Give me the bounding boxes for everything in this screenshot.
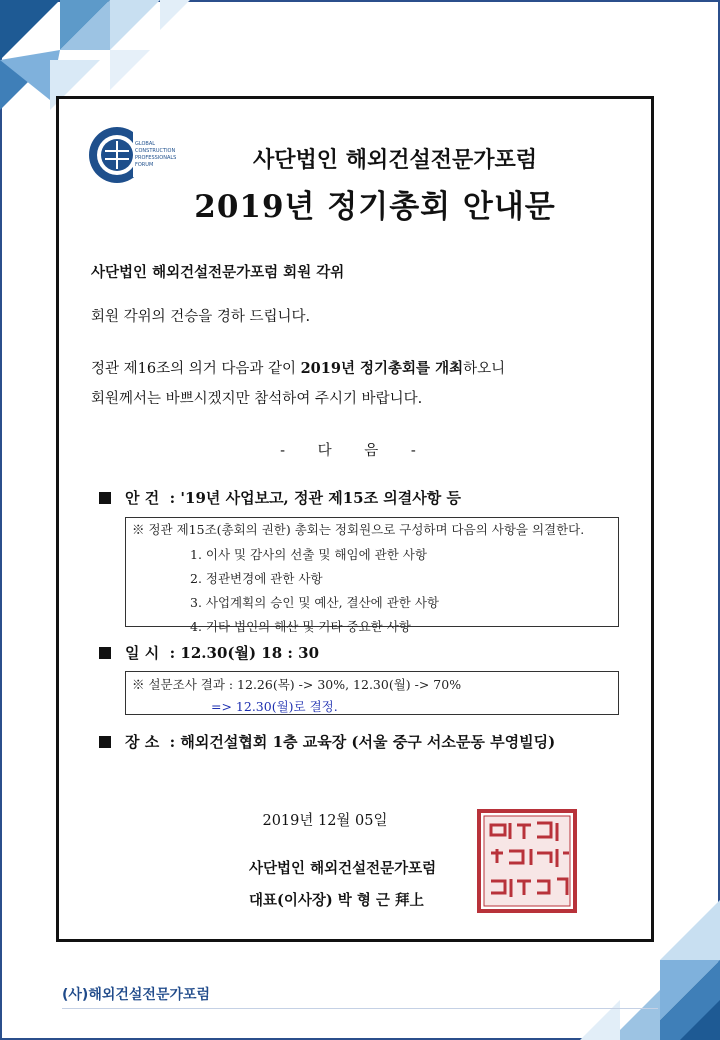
agenda-section bbox=[99, 487, 461, 508]
greeting: 회원 각위의 건승을 경하 드립니다. bbox=[91, 309, 311, 325]
schedule-value: : 12.30(월) 18 : 30 bbox=[169, 644, 320, 662]
issue-date: 2019년 12월 05일 bbox=[262, 813, 388, 829]
schedule-section bbox=[99, 642, 319, 663]
agenda-note: ※ 정관 제15조(총회의 권한) 총회는 정회원으로 구성하며 다음의 사항을 의결한다. bbox=[132, 522, 585, 537]
svg-text:GLOBAL: GLOBAL bbox=[135, 141, 156, 147]
org-title: 사단법인 해외건설전문가포럼 bbox=[253, 147, 537, 173]
list-item: 3. 사업계획의 승인 및 예산, 결산에 관한 사항 bbox=[190, 595, 439, 610]
list-item: 1. 이사 및 감사의 선출 및 해임에 관한 사항 bbox=[190, 547, 427, 562]
venue-label: 장 소 bbox=[125, 733, 160, 751]
official-seal-stamp bbox=[477, 809, 577, 913]
corner-decoration-top-left bbox=[0, 0, 190, 110]
svg-text:FORUM: FORUM bbox=[135, 162, 154, 168]
venue-section bbox=[99, 731, 555, 752]
paragraph-emphasis: 2019년 정기총회를 개최 bbox=[300, 360, 464, 377]
paragraph-text: 하오니 bbox=[463, 361, 506, 377]
venue-value: : 해외건설협회 1층 교육장 (서울 중구 서소문동 부영빌딩) bbox=[169, 733, 556, 751]
notice-document bbox=[56, 96, 654, 942]
paragraph-text: 정관 제16조의 의거 다음과 같이 bbox=[91, 361, 301, 377]
list-item: 2. 정관변경에 관한 사항 bbox=[190, 571, 323, 586]
agenda-note-box bbox=[125, 517, 619, 634]
document-title: 2019년 정기총회 안내문 bbox=[194, 189, 556, 225]
svg-text:CONSTRUCTION: CONSTRUCTION bbox=[135, 148, 176, 154]
bullet-square-icon bbox=[99, 647, 111, 659]
signature-org: 사단법인 해외건설전문가포럼 bbox=[249, 860, 437, 877]
survey-note: ※ 설문조사 결과 : 12.26(목) -> 30%, 12.30(월) -> 70% bbox=[132, 677, 462, 692]
svg-text:PROFESSIONALS: PROFESSIONALS bbox=[135, 155, 177, 161]
survey-result: => 12.30(월)로 결정. bbox=[211, 699, 338, 714]
agenda-label: 안 건 bbox=[125, 489, 160, 507]
footer-org-name: (사)해외건설전문가포럼 bbox=[62, 987, 211, 1003]
list-item: 4. 기타 법인의 해산 및 기타 중요한 사항 bbox=[190, 619, 411, 634]
salutation: 사단법인 해외건설전문가포럼 회원 각위 bbox=[91, 264, 345, 281]
footer-divider bbox=[62, 1008, 658, 1009]
following-heading: - 다 음 - bbox=[280, 443, 430, 459]
paragraph-line-1 bbox=[91, 357, 505, 378]
agenda-value: : '19년 사업보고, 정관 제15조 의결사항 등 bbox=[169, 489, 461, 507]
bullet-square-icon bbox=[99, 736, 111, 748]
signature-representative: 대표(이사장) 박 형 근 拜上 bbox=[249, 892, 424, 909]
bullet-square-icon bbox=[99, 492, 111, 504]
survey-note-box bbox=[125, 671, 619, 715]
paragraph-line-2: 회원께서는 바쁘시겠지만 참석하여 주시기 바랍니다. bbox=[91, 391, 423, 407]
schedule-label: 일 시 bbox=[125, 644, 160, 662]
